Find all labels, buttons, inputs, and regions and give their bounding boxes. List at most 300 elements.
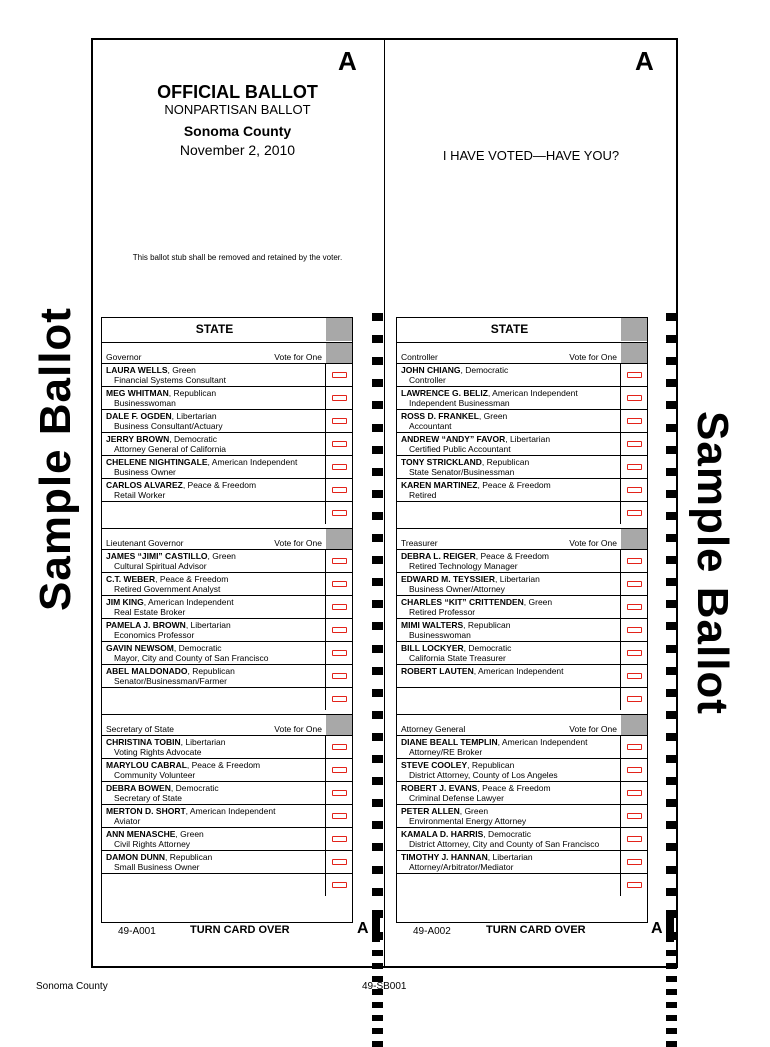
candidate-party: , Peace & Freedom [186, 760, 261, 770]
oval-divider [325, 364, 326, 386]
candidate-name: JAMES “JIMI” CASTILLO [106, 551, 208, 561]
office-title: Lieutenant Governor [106, 538, 184, 548]
oval-divider [620, 573, 621, 595]
candidate-party: , Libertarian [185, 620, 231, 630]
candidate-row[interactable] [102, 455, 352, 478]
candidate-occupation: Environmental Energy Attorney [409, 816, 527, 826]
timing-mark [666, 534, 677, 542]
vote-oval[interactable] [332, 627, 347, 633]
candidate-name: BILL LOCKYER [401, 643, 464, 653]
office-gray-block [621, 343, 647, 363]
timing-mark [372, 424, 383, 432]
candidate-row[interactable] [397, 781, 647, 804]
vote-oval[interactable] [332, 744, 347, 750]
candidate-row[interactable] [397, 735, 647, 758]
office-title: Attorney General [401, 724, 466, 734]
header-gray-block [326, 318, 352, 341]
candidate-party: , American Independent [143, 597, 234, 607]
timing-mark [372, 1041, 383, 1047]
write-in-row[interactable] [102, 687, 352, 710]
oval-divider [325, 550, 326, 572]
timing-mark [372, 777, 383, 785]
timing-mark [666, 1002, 677, 1008]
candidate-row[interactable] [397, 478, 647, 501]
candidate-party: , Peace & Freedom [475, 551, 550, 561]
vote-oval[interactable] [332, 464, 347, 470]
candidate-name: TONY STRICKLAND [401, 457, 482, 467]
vote-oval[interactable] [627, 650, 642, 656]
vote-oval[interactable] [627, 813, 642, 819]
candidate-occupation: Attorney General of California [114, 444, 226, 454]
candidate-name-line [106, 551, 236, 561]
timing-mark [666, 1028, 677, 1034]
candidate-occupation: Voting Rights Advocate [114, 747, 202, 757]
timing-mark [666, 401, 677, 409]
vote-oval[interactable] [627, 395, 642, 401]
oval-divider [325, 828, 326, 850]
candidate-party: , Green [175, 829, 204, 839]
section-spacer [102, 896, 352, 900]
office-header [397, 529, 647, 549]
candidate-row[interactable] [102, 409, 352, 432]
office-gray-block [621, 715, 647, 735]
candidate-party: , Green [459, 806, 489, 816]
timing-mark [666, 1041, 677, 1047]
vote-oval[interactable] [627, 372, 642, 378]
section-spacer [102, 710, 352, 714]
oval-divider [325, 619, 326, 641]
candidate-row[interactable] [397, 386, 647, 409]
office-gray-block [326, 529, 352, 549]
candidate-name: DIANE BEALL TEMPLIN [401, 737, 498, 747]
candidate-party: , Peace & Freedom [477, 480, 551, 490]
vote-oval[interactable] [332, 372, 347, 378]
office-section [397, 715, 647, 900]
vote-oval[interactable] [332, 558, 347, 564]
candidate-row[interactable] [397, 618, 647, 641]
oval-divider [620, 642, 621, 664]
oval-divider [325, 433, 326, 455]
candidate-party: , Republican [187, 666, 235, 676]
contest-header-title: STATE [195, 322, 234, 336]
candidate-name: MEG WHITMAN [106, 388, 169, 398]
write-in-row[interactable] [397, 873, 647, 896]
vote-oval[interactable] [332, 790, 347, 796]
candidate-occupation: Independent Businessman [409, 398, 510, 408]
candidate-row[interactable] [102, 478, 352, 501]
candidate-name-line [106, 480, 256, 490]
candidate-name: ROSS D. FRANKEL [401, 411, 479, 421]
candidate-party: , Libertarian [505, 434, 551, 444]
candidate-name: GAVIN NEWSOM [106, 643, 174, 653]
timing-mark [666, 622, 677, 630]
candidate-name-line [401, 666, 564, 676]
timing-mark [372, 821, 383, 829]
office-gray-block [326, 715, 352, 735]
candidate-party: , Peace & Freedom [477, 783, 551, 793]
oval-divider [325, 688, 326, 710]
office-title: Controller [401, 352, 438, 362]
candidate-party: , American Independent [185, 806, 276, 816]
candidate-occupation: Business Owner [114, 467, 176, 477]
timing-mark [372, 490, 383, 498]
oval-divider [325, 387, 326, 409]
vote-instruction: Vote for One [274, 352, 322, 362]
timing-mark [666, 379, 677, 387]
vote-oval[interactable] [332, 696, 347, 702]
candidate-name-line [106, 620, 231, 630]
vote-oval[interactable] [627, 882, 642, 888]
candidate-name: JOHN CHIANG [401, 365, 461, 375]
oval-divider [325, 736, 326, 758]
candidate-name-line [106, 434, 217, 444]
candidate-occupation: Retail Worker [114, 490, 166, 500]
timing-mark [666, 733, 677, 741]
candidate-row[interactable] [102, 827, 352, 850]
candidate-name: DEBRA BOWEN [106, 783, 171, 793]
candidate-name-line [106, 783, 219, 793]
candidate-row[interactable] [397, 363, 647, 386]
candidate-name: CHARLES “KIT” CRITTENDEN [401, 597, 524, 607]
candidate-occupation: Retired [409, 490, 437, 500]
candidate-name-line [401, 760, 514, 770]
oval-divider [620, 433, 621, 455]
vote-oval[interactable] [332, 882, 347, 888]
vote-oval[interactable] [627, 604, 642, 610]
timing-mark [372, 379, 383, 387]
candidate-party: , Democratic [460, 365, 509, 375]
candidate-row[interactable] [102, 363, 352, 386]
candidate-row[interactable] [102, 572, 352, 595]
write-in-row[interactable] [102, 501, 352, 524]
candidate-row[interactable] [102, 664, 352, 687]
candidate-name: PAMELA J. BROWN [106, 620, 186, 630]
timing-mark [372, 733, 383, 741]
timing-mark [372, 866, 383, 874]
oval-divider [325, 874, 326, 896]
vote-instruction: Vote for One [274, 724, 322, 734]
office-title: Governor [106, 352, 142, 362]
candidate-occupation: Cultural Spiritual Advisor [114, 561, 207, 571]
timing-mark [666, 1015, 677, 1021]
candidate-name: ROBERT LAUTEN [401, 666, 474, 676]
timing-mark [666, 910, 677, 918]
vote-oval[interactable] [627, 487, 642, 493]
timing-mark [666, 963, 677, 969]
candidate-row[interactable] [397, 827, 647, 850]
contest-column-right [396, 317, 648, 923]
candidate-party: , Libertarian [494, 574, 540, 584]
candidate-name: DALE F. OGDEN [106, 411, 172, 421]
office-header [102, 343, 352, 363]
vote-oval[interactable] [332, 395, 347, 401]
candidate-party: , American Independent [473, 666, 564, 676]
oval-divider [325, 479, 326, 501]
timing-mark [372, 950, 383, 956]
corner-mark-right [666, 918, 674, 942]
timing-mark [372, 534, 383, 542]
office-gray-block [326, 343, 352, 363]
oval-divider [620, 828, 621, 850]
office-section [102, 343, 352, 529]
candidate-row[interactable] [397, 850, 647, 873]
candidate-row[interactable] [102, 804, 352, 827]
vote-oval[interactable] [627, 836, 642, 842]
candidate-row[interactable] [397, 549, 647, 572]
candidate-party: , Green [523, 597, 553, 607]
office-title: Secretary of State [106, 724, 175, 734]
timing-mark [666, 600, 677, 608]
timing-mark [372, 843, 383, 851]
candidate-occupation: Certified Public Accountant [409, 444, 511, 454]
vote-oval[interactable] [627, 790, 642, 796]
candidate-name: EDWARD M. TEYSSIER [401, 574, 495, 584]
timing-mark [666, 335, 677, 343]
candidate-name-line [106, 666, 235, 676]
candidate-name: LAURA WELLS [106, 365, 168, 375]
office-header [397, 715, 647, 735]
candidate-name: JIM KING [106, 597, 144, 607]
vote-oval[interactable] [332, 836, 347, 842]
timing-mark [666, 357, 677, 365]
vote-oval[interactable] [627, 859, 642, 865]
timing-mark [372, 963, 383, 969]
timing-mark [372, 512, 383, 520]
candidate-row[interactable] [397, 409, 647, 432]
vote-oval[interactable] [332, 813, 347, 819]
card-letter-left: A [338, 46, 357, 76]
candidate-occupation: Retired Government Analyst [114, 584, 221, 594]
candidate-row[interactable] [397, 664, 647, 687]
candidate-party: , American Independent [207, 457, 298, 467]
candidate-name-line [401, 434, 550, 444]
candidate-name-line [401, 737, 587, 747]
office-section [397, 529, 647, 715]
timing-mark [372, 335, 383, 343]
timing-mark [372, 888, 383, 896]
vote-oval[interactable] [332, 441, 347, 447]
candidate-name-line [401, 597, 552, 607]
candidate-occupation: Criminal Defense Lawyer [409, 793, 504, 803]
oval-divider [620, 619, 621, 641]
office-gray-block [621, 529, 647, 549]
candidate-row[interactable] [397, 804, 647, 827]
vote-oval[interactable] [627, 744, 642, 750]
timing-mark [666, 645, 677, 653]
candidate-name-line [401, 388, 578, 398]
timing-mark [666, 556, 677, 564]
vote-oval[interactable] [627, 673, 642, 679]
oval-divider [620, 805, 621, 827]
vote-oval[interactable] [332, 767, 347, 773]
timing-mark [666, 711, 677, 719]
candidate-name-line [106, 411, 217, 421]
candidate-name-line [106, 829, 204, 839]
candidate-row[interactable] [397, 455, 647, 478]
timing-mark [372, 645, 383, 653]
vote-oval[interactable] [332, 510, 347, 516]
timing-mark [666, 866, 677, 874]
oval-divider [620, 479, 621, 501]
oval-divider [620, 502, 621, 524]
candidate-name-line [401, 411, 507, 421]
timing-mark [666, 313, 677, 321]
candidate-row[interactable] [102, 432, 352, 455]
timing-mark [666, 777, 677, 785]
oval-divider [620, 736, 621, 758]
candidate-row[interactable] [102, 595, 352, 618]
footer-code: 49-SB001 [362, 981, 407, 992]
vote-oval[interactable] [332, 859, 347, 865]
candidate-name-line [401, 806, 488, 816]
oval-divider [620, 782, 621, 804]
oval-divider [620, 550, 621, 572]
candidate-occupation: Attorney/RE Broker [409, 747, 483, 757]
vote-oval[interactable] [627, 464, 642, 470]
candidate-name-line [106, 365, 196, 375]
candidate-occupation: Retired Professor [409, 607, 476, 617]
write-in-row[interactable] [102, 873, 352, 896]
vote-oval[interactable] [627, 581, 642, 587]
voted-message: I HAVE VOTED—HAVE YOU? [442, 148, 620, 163]
timing-mark [666, 989, 677, 995]
timing-mark [666, 424, 677, 432]
vote-oval[interactable] [332, 650, 347, 656]
candidate-party: , Libertarian [171, 411, 217, 421]
candidate-row[interactable] [102, 641, 352, 664]
oval-divider [620, 364, 621, 386]
candidate-row[interactable] [397, 595, 647, 618]
timing-mark [372, 313, 383, 321]
oval-divider [620, 410, 621, 432]
candidate-name-line [401, 852, 533, 862]
ballot-title: OFFICIAL BALLOT [157, 82, 318, 102]
office-section [102, 715, 352, 900]
vote-oval[interactable] [627, 767, 642, 773]
candidate-occupation: State Senator/Businessman [409, 467, 515, 477]
oval-divider [620, 759, 621, 781]
vote-oval[interactable] [332, 604, 347, 610]
candidate-row[interactable] [102, 735, 352, 758]
candidate-name-line [401, 457, 529, 467]
vote-oval[interactable] [627, 441, 642, 447]
oval-divider [325, 759, 326, 781]
candidate-occupation: Attorney/Arbitrator/Mediator [409, 862, 514, 872]
candidate-name: JERRY BROWN [106, 434, 170, 444]
oval-divider [325, 456, 326, 478]
candidate-name-line [106, 737, 226, 747]
vote-oval[interactable] [627, 510, 642, 516]
candidate-name-line [106, 806, 275, 816]
candidate-party: , Libertarian [487, 852, 533, 862]
candidate-party: , Democratic [170, 783, 219, 793]
candidate-name: LAWRENCE G. BELIZ [401, 388, 488, 398]
vote-oval[interactable] [627, 696, 642, 702]
timing-mark [372, 910, 383, 918]
candidate-row[interactable] [397, 432, 647, 455]
candidate-row[interactable] [397, 641, 647, 664]
vote-oval[interactable] [332, 418, 347, 424]
candidate-row[interactable] [102, 758, 352, 781]
candidate-occupation: Mayor, City and County of San Francisco [114, 653, 269, 663]
candidate-row[interactable] [102, 549, 352, 572]
candidate-occupation: Community Volunteer [114, 770, 196, 780]
candidate-name: STEVE COOLEY [401, 760, 468, 770]
timing-mark [666, 667, 677, 675]
write-in-row[interactable] [397, 687, 647, 710]
office-header [102, 715, 352, 735]
candidate-name: CARLOS ALVAREZ [106, 480, 183, 490]
candidate-party: , Republican [165, 852, 213, 862]
timing-mark [666, 755, 677, 763]
candidate-row[interactable] [102, 781, 352, 804]
candidate-occupation: Controller [409, 375, 446, 385]
oval-divider [325, 805, 326, 827]
candidate-row[interactable] [102, 386, 352, 409]
candidate-occupation: Accountant [409, 421, 452, 431]
candidate-name: DAMON DUNN [106, 852, 166, 862]
perforation-line [384, 38, 385, 968]
turn-card-over-right: TURN CARD OVER [486, 924, 586, 936]
oval-divider [325, 642, 326, 664]
footer-county: Sonoma County [36, 981, 108, 992]
timing-mark [372, 622, 383, 630]
candidate-party: , American Independent [497, 737, 588, 747]
card-code-left: 49-A001 [118, 926, 156, 937]
candidate-name: ABEL MALDONADO [106, 666, 188, 676]
candidate-occupation: Secretary of State [114, 793, 183, 803]
oval-divider [620, 596, 621, 618]
candidate-name: DEBRA L. REIGER [401, 551, 476, 561]
candidate-name: TIMOTHY J. HANNAN [401, 852, 488, 862]
vote-oval[interactable] [627, 558, 642, 564]
timing-mark [372, 401, 383, 409]
timing-mark [372, 799, 383, 807]
candidate-name: CHELENE NIGHTINGALE [106, 457, 208, 467]
timing-mark [666, 578, 677, 586]
vote-oval[interactable] [627, 418, 642, 424]
timing-mark [666, 799, 677, 807]
vote-oval[interactable] [332, 673, 347, 679]
timing-mark [372, 446, 383, 454]
timing-mark [666, 843, 677, 851]
oval-divider [620, 665, 621, 687]
candidate-name-line [401, 643, 511, 653]
candidate-name-line [401, 365, 508, 375]
contest-header [397, 318, 647, 343]
candidate-name-line [106, 457, 297, 467]
candidate-row[interactable] [102, 618, 352, 641]
write-in-row[interactable] [397, 501, 647, 524]
candidate-name-line [401, 783, 551, 793]
vote-oval[interactable] [332, 581, 347, 587]
timing-mark [372, 689, 383, 697]
candidate-occupation: California State Treasurer [409, 653, 506, 663]
timing-mark [372, 556, 383, 564]
candidate-name-line [401, 620, 510, 630]
ballot-subtitle: NONPARTISAN BALLOT [164, 102, 311, 117]
timing-mark [666, 490, 677, 498]
candidate-row[interactable] [397, 572, 647, 595]
candidate-row[interactable] [397, 758, 647, 781]
timing-mark [666, 888, 677, 896]
candidate-row[interactable] [102, 850, 352, 873]
vote-oval[interactable] [332, 487, 347, 493]
vote-oval[interactable] [627, 627, 642, 633]
candidate-occupation: Real Estate Broker [114, 607, 186, 617]
candidate-party: , Green [207, 551, 236, 561]
candidate-occupation: Business Consultant/Actuary [114, 421, 223, 431]
